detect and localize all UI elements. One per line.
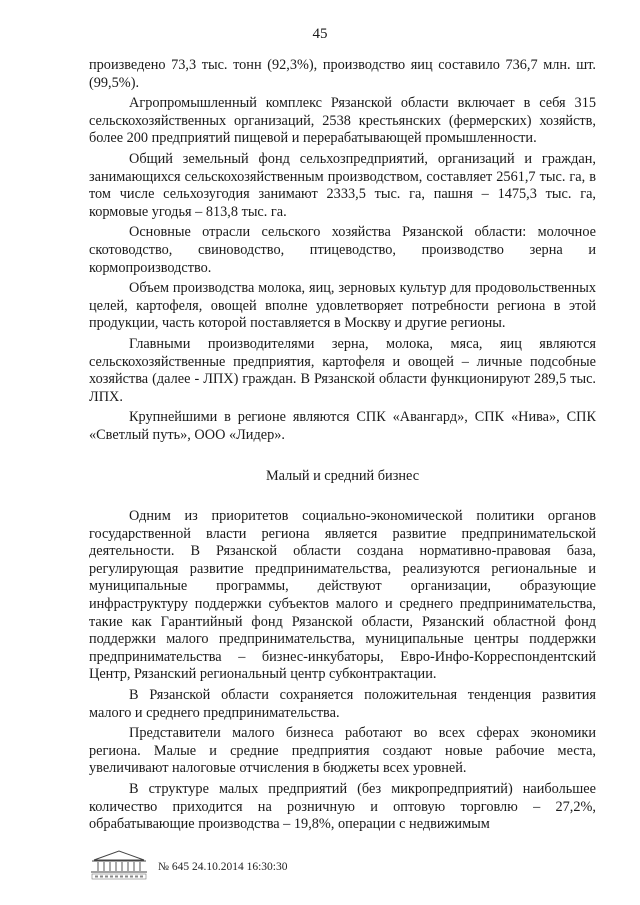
paragraph: Объем производства молока, яиц, зерновых культур для продовольственных целей, картофеля, овощей вполне удовлетворяет потребности региона в этой продукции, часть которой поставляется в Москву и другие регионы. [89,280,596,332]
document-body [89,57,596,837]
paragraph: В Рязанской области сохраняется положительная тенденция развития малого и среднего предпринимательства. [89,687,596,721]
paragraph: Агропромышленный комплекс Рязанской области включает в себя 315 сельскохозяйственных организаций, 2538 крестьянских (фермерских) хозяйств, более 200 предприятий пищевой и перерабатывающей промышленности. [89,95,596,147]
paragraph: Представители малого бизнеса работают во всех сферах экономики региона. Малые и средние предприятия создают новые рабочие места, увеличивают налоговые отчисления в бюджеты всех уровней. [89,725,596,777]
paragraph: Крупнейшими в регионе являются СПК «Авангард», СПК «Нива», СПК «Светлый путь», ООО «Лидер». [89,409,596,443]
document-registration-stamp: № 645 24.10.2014 16:30:30 [158,861,288,873]
paragraph: В структуре малых предприятий (без микропредприятий) наибольшее количество приходится на розничную и оптовую торговлю – 27,2%, обрабатывающие производства – 19,8%, операции с недвижимым [89,780,596,833]
paragraph: произведено 73,3 тыс. тонн (92,3%), производство яиц составило 736,7 млн. шт. (99,5%). [89,57,596,91]
paragraph: Одним из приоритетов социально-экономической политики органов государственной власти региона является развитие предпринимательской деятельности. В Рязанской области создана нормативно-правовая база, регулирующая развитие предпринимательства, реализуются региональные и муниципальные программы, действуют организации, образующие инфраструктуру поддержки субъектов малого и среднего предпринимательства, такие как Гарантийный фонд Рязанской области, Рязанский областной фонд поддержки малого предпринимательства, муниципальные центры поддержки предпринимательства – бизнес-инкубаторы, Евро-Инфо-Корреспондентский Центр, Рязанский региональный центр субконтрактации. [89,508,596,683]
government-building-stamp-icon [86,848,152,882]
page-number: 45 [312,26,328,42]
paragraph: Главными производителями зерна, молока, мяса, яиц являются сельскохозяйственные предприятия, картофеля и овощей – личные подсобные хозяйства (далее - ЛПХ) граждан. В Рязанской области функционируют 289,5 тыс. ЛПХ. [89,335,596,405]
paragraph: Общий земельный фонд сельхозпредприятий, организаций и граждан, занимающихся сельскохозяйственным производством, составляет 2561,7 тыс. га, в том числе сельхозугодия занимают 2333,5 тыс. га, пашня – 1475,3 тыс. га, кормовые угодья – 813,8 тыс. га. [89,150,596,220]
section-heading: Малый и средний бизнес [265,468,420,485]
paragraph: Основные отрасли сельского хозяйства Рязанской области: молочное скотоводство, свиноводство, птицеводство, производство зерна и кормопроизводство. [89,224,596,276]
footer [86,848,346,888]
